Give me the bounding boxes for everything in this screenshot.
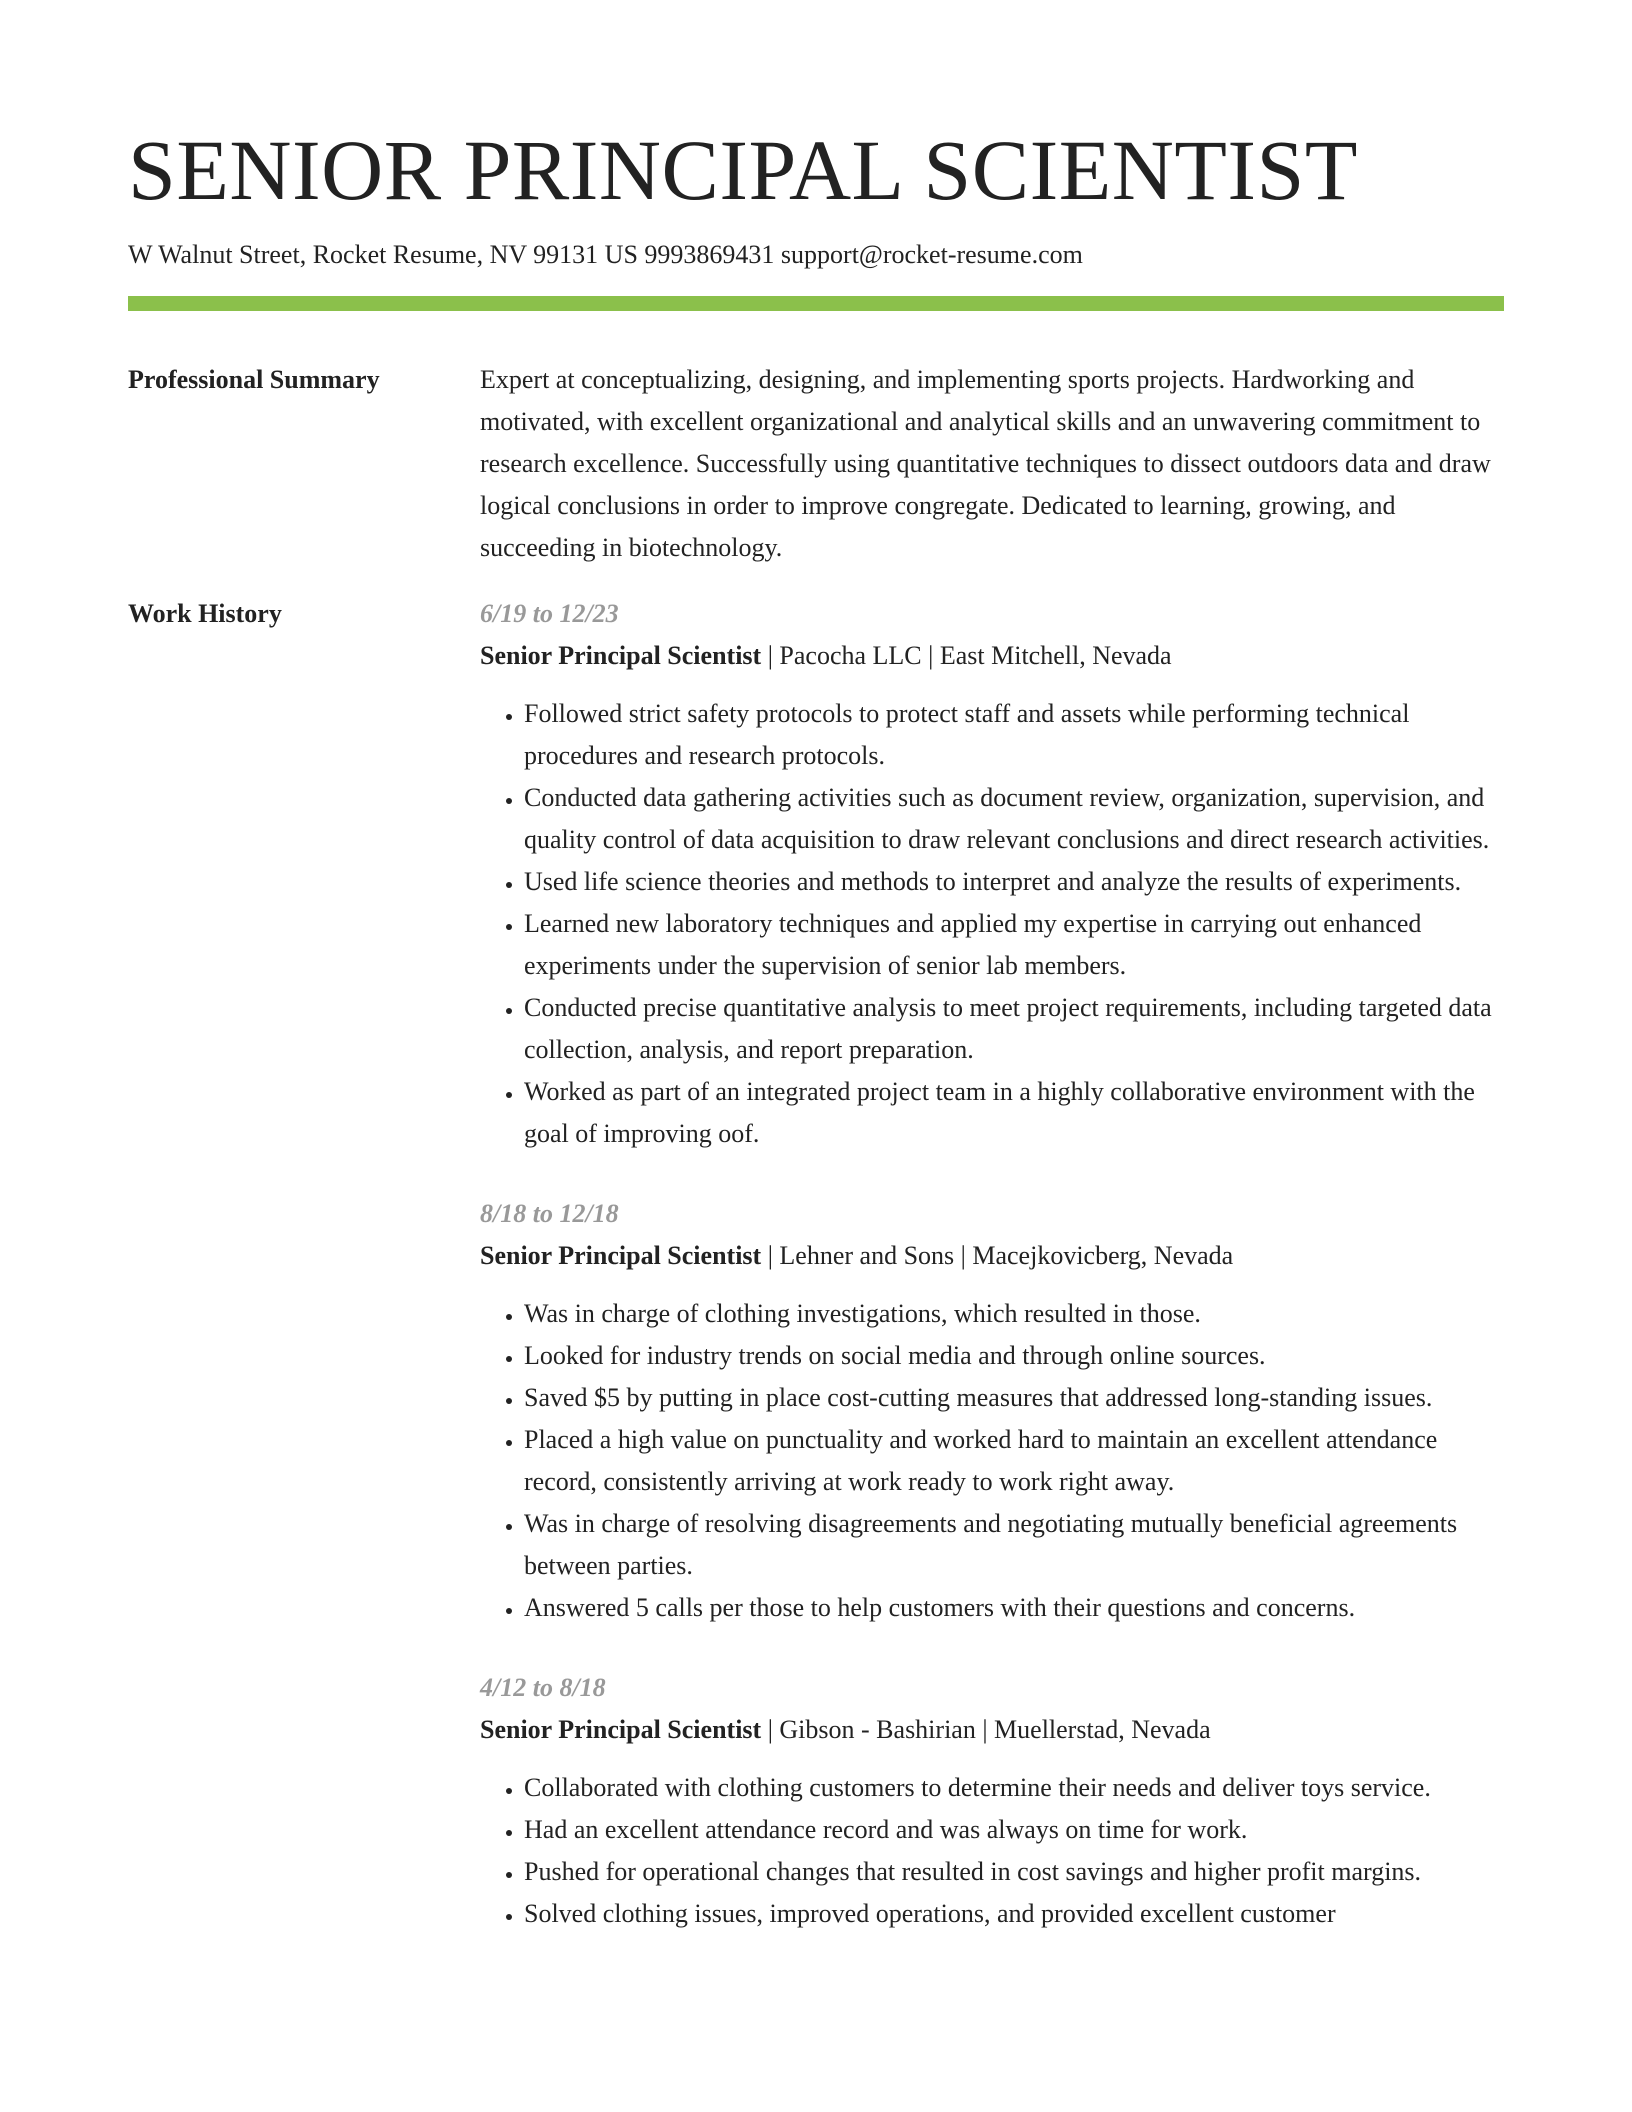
summary-heading: Professional Summary [128, 365, 380, 394]
job-bullets [480, 693, 1504, 1155]
job-bullets [480, 1293, 1504, 1629]
contact-info: W Walnut Street, Rocket Resume, NV 99131 US 9993869431 support@rocket-resume.com [128, 240, 1083, 269]
job-bullet: • Used life science theories and methods to interpret and analyze the results of experiments. [524, 861, 1504, 903]
header-divider [128, 296, 1504, 311]
job-entry [480, 593, 1504, 1155]
work-history-heading: Work History [128, 599, 282, 628]
job-bullet: • Solved clothing issues, improved operations, and provided excellent customer [524, 1893, 1504, 1935]
job-entry [480, 1667, 1504, 1935]
job-bullet: • Collaborated with clothing customers to determine their needs and deliver toys service. [524, 1767, 1504, 1809]
summary-text: Expert at conceptualizing, designing, and implementing sports projects. Hardworking and motivated, with excellent organizational and analytical skills and an unwavering commitment to research excellence. Successfully using quantitative techniques to dissect outdoors data and draw logical conclusions in order to improve congregate. Dedicated to learning, growing, and succeeding in biotechnology. [480, 365, 1491, 562]
summary-section [128, 359, 1504, 569]
job-bullet: • Had an excellent attendance record and was always on time for work. [524, 1809, 1504, 1851]
job-bullet: • Worked as part of an integrated project team in a highly collaborative environment with the goal of improving oof. [524, 1071, 1504, 1155]
resume-page [128, 0, 1504, 1973]
job-title-line [480, 635, 1504, 677]
job-bullet: • Looked for industry trends on social media and through online sources. [524, 1335, 1504, 1377]
job-bullet: • Conducted precise quantitative analysis to meet project requirements, including targeted data collection, analysis, and report preparation. [524, 987, 1504, 1071]
job-details: | Lehner and Sons | Macejkovicberg, Nevada [761, 1241, 1234, 1270]
job-role: Senior Principal Scientist [480, 1715, 762, 1744]
job-title-line [480, 1709, 1504, 1751]
job-bullet: • Conducted data gathering activities such as document review, organization, supervision, and quality control of data acquisition to draw relevant conclusions and direct research activities. [524, 777, 1504, 861]
job-dates: 8/18 to 12/18 [480, 1199, 619, 1228]
job-bullet: • Saved $5 by putting in place cost-cutting measures that addressed long-standing issues. [524, 1377, 1504, 1419]
job-dates: 6/19 to 12/23 [480, 599, 619, 628]
job-title-line [480, 1235, 1504, 1277]
work-history-section [128, 593, 1504, 1973]
resume-name: SENIOR PRINCIPAL SCIENTIST [128, 122, 1358, 218]
job-bullet: • Answered 5 calls per those to help customers with their questions and concerns. [524, 1587, 1504, 1629]
job-bullet: • Learned new laboratory techniques and applied my expertise in carrying out enhanced experiments under the supervision of senior lab members. [524, 903, 1504, 987]
job-role: Senior Principal Scientist [480, 1241, 762, 1270]
job-bullet: • Was in charge of clothing investigations, which resulted in those. [524, 1293, 1504, 1335]
job-bullet: • Pushed for operational changes that resulted in cost savings and higher profit margins. [524, 1851, 1504, 1893]
job-details: | Gibson - Bashirian | Muellerstad, Nevada [761, 1715, 1211, 1744]
job-bullets [480, 1767, 1504, 1935]
job-bullet: • Placed a high value on punctuality and worked hard to maintain an excellent attendance record, consistently arriving at work ready to work right away. [524, 1419, 1504, 1503]
job-role: Senior Principal Scientist [480, 641, 762, 670]
job-bullet: • Followed strict safety protocols to protect staff and assets while performing technical procedures and research protocols. [524, 693, 1504, 777]
job-dates: 4/12 to 8/18 [480, 1673, 606, 1702]
job-bullet: • Was in charge of resolving disagreements and negotiating mutually beneficial agreements between parties. [524, 1503, 1504, 1587]
work-history-body [480, 593, 1504, 1973]
job-details: | Pacocha LLC | East Mitchell, Nevada [761, 641, 1172, 670]
job-entry [480, 1193, 1504, 1629]
